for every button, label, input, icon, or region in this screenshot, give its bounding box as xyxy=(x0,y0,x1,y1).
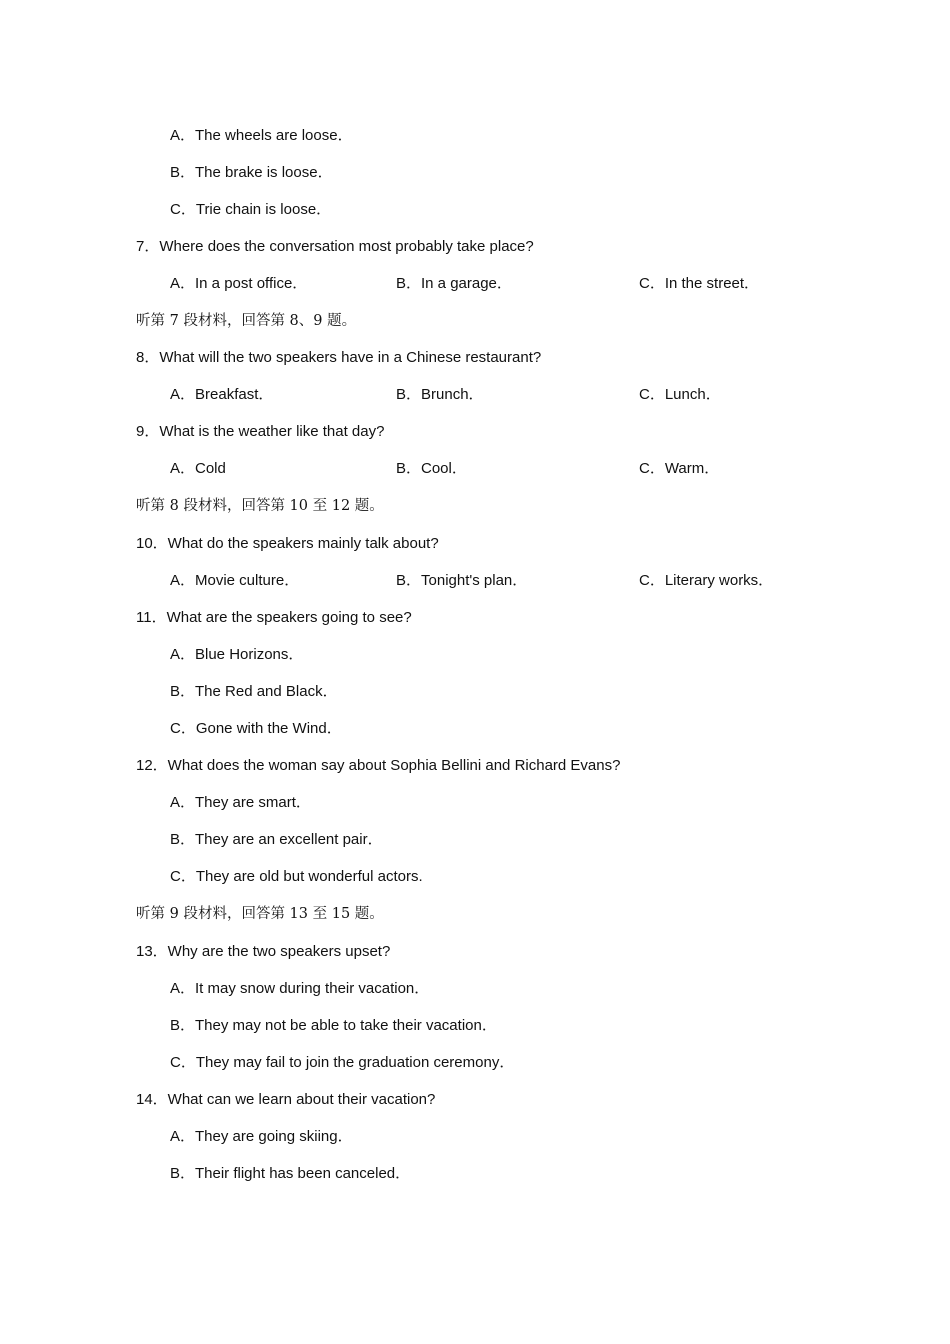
q10-option-a: A．Movie culture． xyxy=(170,572,300,589)
q9-options-row xyxy=(0,459,950,479)
q8-option-b: B．Brunch． xyxy=(396,386,484,403)
q10-question: 10．What do the speakers mainly talk about? xyxy=(136,535,439,552)
q7-option-b: B．In a garage． xyxy=(396,275,512,292)
q8-option-c: C．Lunch． xyxy=(639,386,721,403)
q7-question: 7．Where does the conversation most probably take place? xyxy=(136,238,534,255)
q9-option-c: C．Warm． xyxy=(639,460,720,477)
q9-option-b: B．Cool． xyxy=(396,460,467,477)
q10-options-row xyxy=(0,571,950,591)
q13-option-c: C．They may fail to join the graduation ceremony． xyxy=(170,1054,515,1071)
q6-option-b: B．The brake is loose． xyxy=(170,164,333,181)
q12-option-a: A．They are smart． xyxy=(170,794,311,811)
q6-option-c: C．Trie chain is loose． xyxy=(170,201,332,218)
q8-option-a: A．Breakfast． xyxy=(170,386,274,403)
q13-option-a: A．It may snow during their vacation． xyxy=(170,980,430,997)
q11-option-c: C．Gone with the Wind． xyxy=(170,720,342,737)
q11-option-a: A．Blue Horizons． xyxy=(170,646,304,663)
q10-option-b: B．Tonight's plan． xyxy=(396,572,528,589)
q12-option-b: B．They are an excellent pair． xyxy=(170,831,383,848)
q14-option-b: B．Their flight has been canceled． xyxy=(170,1165,411,1182)
q10-option-c: C．Literary works． xyxy=(639,572,774,589)
q7-option-c: C．In the street． xyxy=(639,275,760,292)
q7-options-row xyxy=(0,274,950,294)
section-7-heading: 听第 7 段材料，回答第 8、9 题。 xyxy=(136,313,357,329)
q13-question: 13．Why are the two speakers upset? xyxy=(136,943,391,960)
q13-option-b: B．They may not be able to take their vacation． xyxy=(170,1017,497,1034)
q6-option-a: A．The wheels are loose． xyxy=(170,127,353,144)
q14-option-a: A．They are going skiing． xyxy=(170,1128,353,1145)
section-9-heading: 听第 9 段材料，回答第 13 至 15 题。 xyxy=(136,906,384,922)
q12-question: 12．What does the woman say about Sophia Bellini and Richard Evans? xyxy=(136,757,621,774)
q8-options-row xyxy=(0,385,950,405)
section-8-heading: 听第 8 段材料，回答第 10 至 12 题。 xyxy=(136,498,384,514)
q12-option-c: C．They are old but wonderful actors. xyxy=(170,868,423,885)
q11-option-b: B．The Red and Black． xyxy=(170,683,338,700)
q8-question: 8．What will the two speakers have in a Chinese restaurant? xyxy=(136,349,542,366)
q7-option-a: A．In a post office． xyxy=(170,275,308,292)
q9-option-a: A．Cold xyxy=(170,460,226,477)
q9-question: 9．What is the weather like that day? xyxy=(136,423,385,440)
q11-question: 11．What are the speakers going to see? xyxy=(136,609,412,626)
q14-question: 14．What can we learn about their vacation? xyxy=(136,1091,436,1108)
